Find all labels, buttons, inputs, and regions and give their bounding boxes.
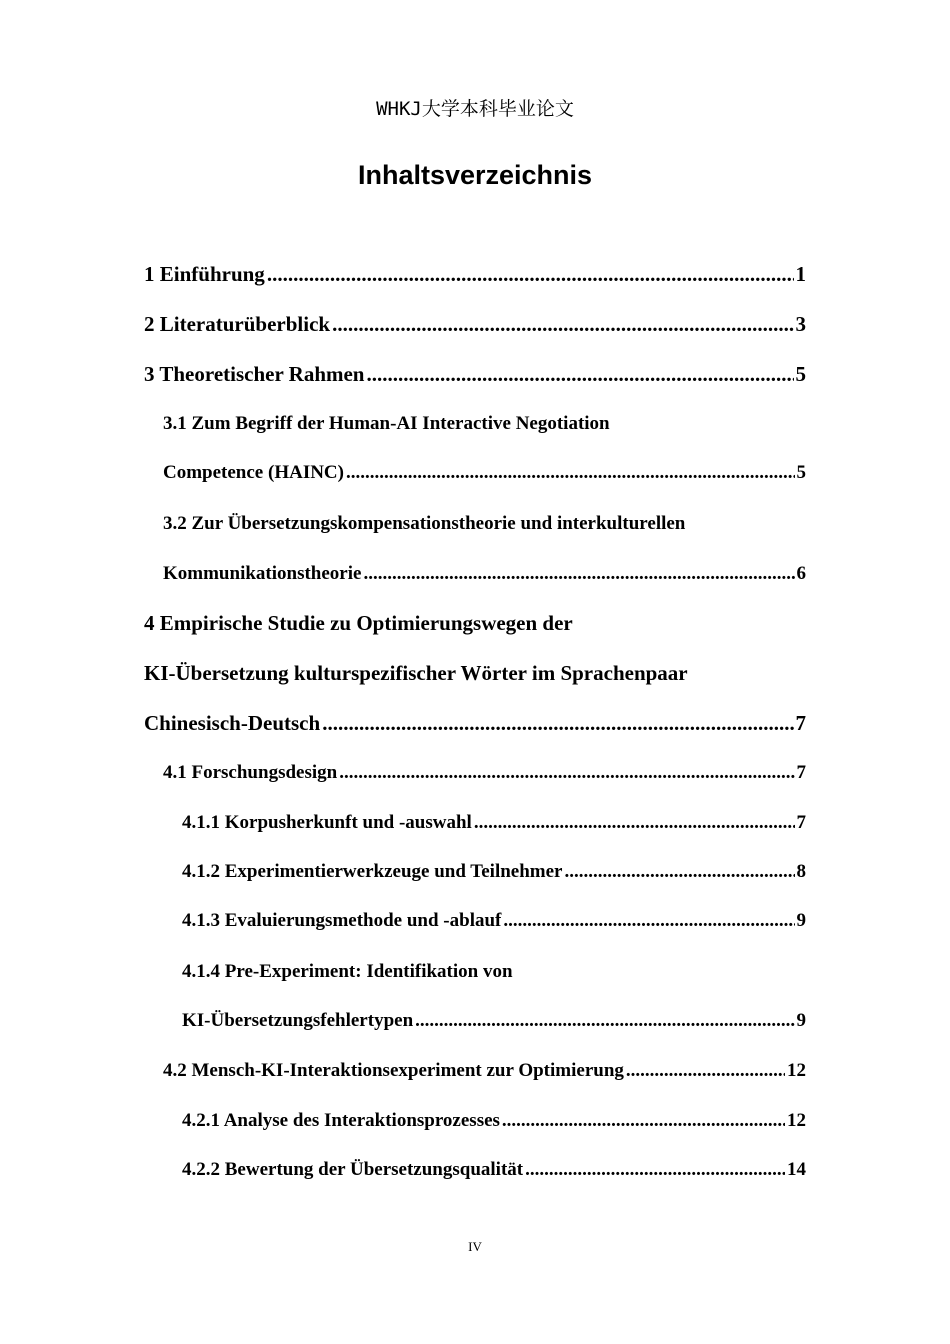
- toc-entry-4-1-3[interactable]: [182, 910, 806, 932]
- toc-page-number: 7: [795, 711, 806, 735]
- toc-page-number: 9: [796, 910, 806, 931]
- toc-leader-dots: [474, 812, 795, 834]
- toc-leader-dots: [503, 910, 794, 932]
- toc-entry-label: 4.1.1 Korpusherkunft und -auswahl: [182, 812, 472, 833]
- toc-entry-3-2-line1[interactable]: 3.2 Zur Übersetzungskompensationstheorie und interkulturellen: [163, 513, 686, 534]
- toc-entry-label: 4.1 Forschungsdesign: [163, 762, 338, 783]
- toc-entry-3-2[interactable]: [163, 563, 806, 585]
- toc-entry-4-2-2[interactable]: [182, 1159, 806, 1181]
- toc-entry-4-line2[interactable]: KI-Übersetzung kulturspezifischer Wörter im Sprachenpaar: [144, 661, 688, 685]
- toc-entry-label: 4.2 Mensch-KI-Interaktionsexperiment zur Optimierung: [163, 1060, 624, 1081]
- toc-page-number: 8: [796, 861, 806, 882]
- toc-entry-label: Kommunikationstheorie: [163, 563, 362, 584]
- page-header: WHKJ大学本科毕业论文: [376, 98, 574, 120]
- toc-entry-3-1[interactable]: [163, 462, 806, 484]
- toc-leader-dots: [502, 1110, 785, 1132]
- toc-leader-dots: [415, 1010, 794, 1032]
- toc-entry-4-1-2[interactable]: [182, 861, 806, 883]
- toc-leader-dots: [363, 563, 794, 585]
- toc-entry-4[interactable]: [144, 711, 806, 736]
- toc-leader-dots: [367, 362, 794, 387]
- toc-entry-3[interactable]: [144, 362, 806, 387]
- toc-entry-4-line1[interactable]: 4 Empirische Studie zu Optimierungswegen der: [144, 611, 573, 635]
- toc-entry-label: Chinesisch-Deutsch: [144, 711, 321, 735]
- toc-leader-dots: [322, 711, 793, 736]
- toc-leader-dots: [267, 262, 794, 287]
- toc-entry-label: 4.2.1 Analyse des Interaktionsprozesses: [182, 1110, 500, 1131]
- toc-entry-label: Competence (HAINC): [163, 462, 344, 483]
- toc-leader-dots: [626, 1060, 785, 1082]
- toc-entry-label: 1 Einführung: [144, 262, 265, 286]
- toc-entry-4-1-1[interactable]: [182, 812, 806, 834]
- toc-entry-4-2-1[interactable]: [182, 1110, 806, 1132]
- toc-entry-2[interactable]: [144, 312, 806, 337]
- toc-entry-label: 4.1.2 Experimentierwerkzeuge und Teilnehmer: [182, 861, 563, 882]
- toc-entry-1[interactable]: [144, 262, 806, 287]
- toc-entry-4-1-4[interactable]: [182, 1010, 806, 1032]
- toc-entry-4-2[interactable]: [163, 1060, 806, 1082]
- toc-leader-dots: [525, 1159, 785, 1181]
- toc-entry-label: KI-Übersetzungsfehlertypen: [182, 1010, 414, 1031]
- toc-page-number: 14: [787, 1159, 806, 1180]
- toc-page-number: 1: [795, 262, 806, 286]
- toc-entry-label: 4.1.3 Evaluierungsmethode und -ablauf: [182, 910, 502, 931]
- toc-page-number: 7: [796, 762, 806, 783]
- toc-entry-label: 2 Literaturüberblick: [144, 312, 331, 336]
- toc-page-number: 9: [796, 1010, 806, 1031]
- page-title: Inhaltsverzeichnis: [357, 160, 593, 190]
- toc-leader-dots: [332, 312, 793, 337]
- toc-leader-dots: [339, 762, 794, 784]
- toc-page-number: 12: [787, 1110, 806, 1131]
- toc-leader-dots: [565, 861, 795, 883]
- toc-entry-label: 3 Theoretischer Rahmen: [144, 362, 365, 386]
- toc-page-number: 12: [787, 1060, 806, 1081]
- page-number-footer: IV: [468, 1239, 482, 1254]
- toc-page-number: 7: [796, 812, 806, 833]
- toc-entry-4-1-4-line1[interactable]: 4.1.4 Pre-Experiment: Identifikation von: [182, 961, 513, 982]
- toc-page-number: 3: [795, 312, 806, 336]
- toc-leader-dots: [346, 462, 795, 484]
- toc-page-number: 5: [796, 462, 806, 483]
- toc-entry-4-1[interactable]: [163, 762, 806, 784]
- toc-page-number: 6: [796, 563, 806, 584]
- toc-page-number: 5: [795, 362, 806, 386]
- toc-entry-label: 4.2.2 Bewertung der Übersetzungsqualität: [182, 1159, 524, 1180]
- toc-entry-3-1-line1[interactable]: 3.1 Zum Begriff der Human-AI Interactive Negotiation: [163, 413, 610, 434]
